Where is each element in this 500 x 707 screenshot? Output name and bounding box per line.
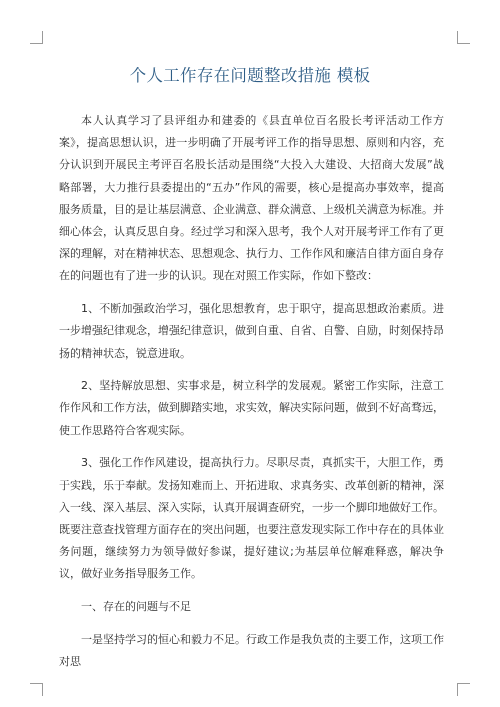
measure-paragraph-1: 1、不断加强政治学习，强化思想教育，忠于职守，提高思想政治素质。进一步增强纪律观念，增强纪律意识，做到自重、自省、自警、自励，时刻保持昂扬的精神状态，锐意进取。	[59, 302, 444, 360]
crop-mark-top-right	[457, 31, 470, 44]
intro-paragraph: 本人认真学习了县评组办和建委的《县直单位百名股长考评活动工作方案》，提高思想认识，进一步明确了开展考评工作的指导思想、原则和内容，充分认识到开展民主考评百名股长活动是围绕“大投入大建设、大招商大发展”战略部署，大力推行县委提出的“五办”作风的需要，核心是提高办事效率，提高服务质量，目的是让基层满意、企业满意、群众满意、上级机关满意为标准。并细心体会，认真反思自身。经过学习和深入思考，我个人对开展考评工作有了更深的理解，对在精神状态、思想观念、执行力、工作作风和廉洁自律方面自身存在的问题也有了进一步的认识。现在对照工作实际，作如下整改：	[59, 114, 444, 283]
problem-paragraph-1: 一是坚持学习的恒心和毅力不足。行政工作是我负责的主要工作，这项工作对思	[59, 632, 444, 668]
crop-mark-bottom-right	[457, 683, 470, 696]
crop-mark-top-left	[30, 31, 43, 44]
crop-mark-bottom-left	[30, 683, 43, 696]
measure-paragraph-3: 3、强化工作作风建设，提高执行力。尽职尽责，真抓实干，大胆工作，勇于实践，乐于奉献。发扬知难而上、开拓进取、求真务实、改革创新的精神，深入一线、深入基层、深入实际，认真开展调查研究，一步一个脚印地做好工作。既要注意查找管理方面存在的突出问题，也要注意发现实际工作中存在的具体业务问题，继续努力为领导做好参谋，提好建议;为基层单位解难释惑，解决争议，做好业务指导服务工作。	[59, 456, 444, 581]
measure-paragraph-2: 2、坚持解放思想、实事求是，树立科学的发展观。紧密工作实际，注意工作作风和工作方法，做到脚踏实地，求实效，解决实际问题，做到不好高骛远，使工作思路符合客观实际。	[59, 379, 444, 437]
document-title: 个人工作存在问题整改措施 模板	[129, 66, 371, 85]
section-heading: 一、存在的问题与不足	[81, 600, 191, 614]
document-body	[59, 110, 444, 684]
